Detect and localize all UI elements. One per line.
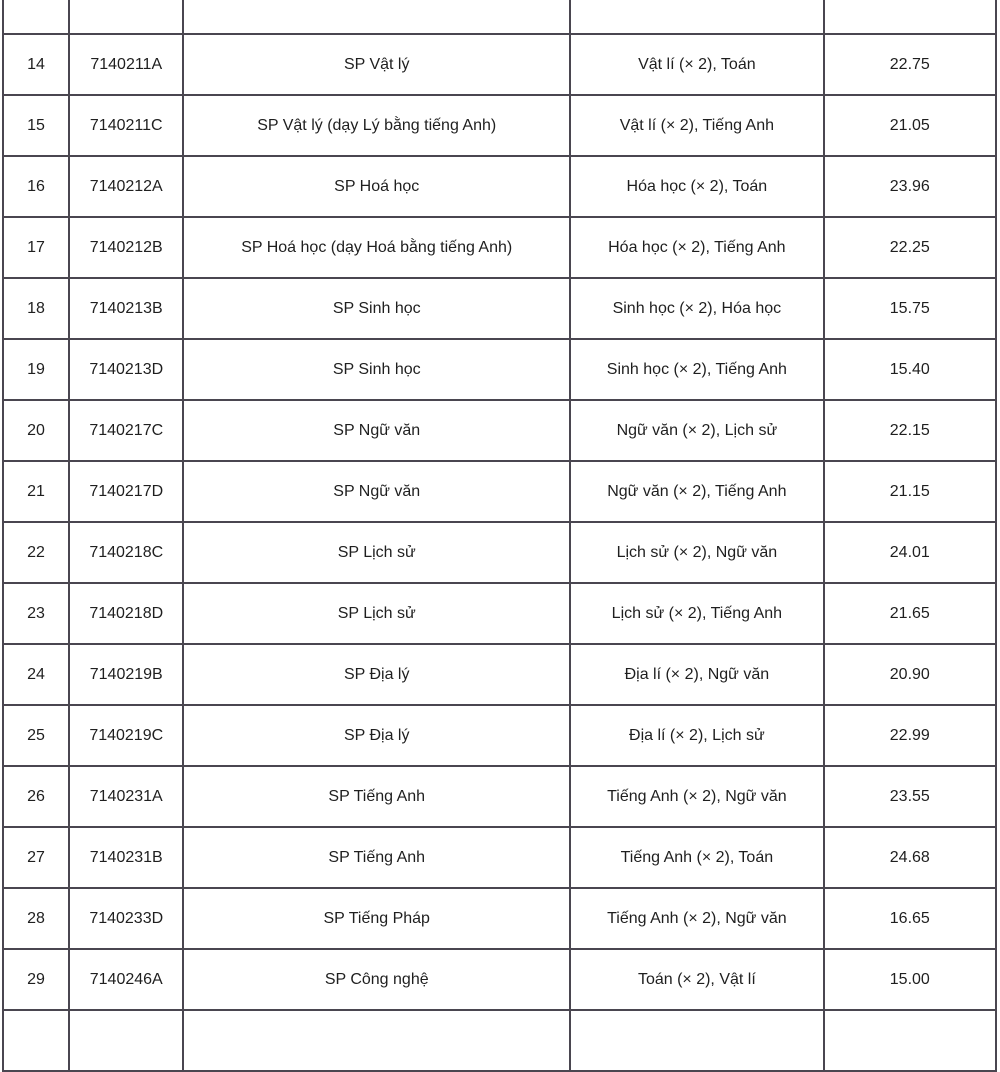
major-code-cell: 7140231B [69,827,183,888]
major-code-cell: 7140213B [69,278,183,339]
major-name-cell: SP Địa lý [183,644,570,705]
row-number-cell: 14 [3,34,69,95]
row-number-cell: 27 [3,827,69,888]
row-number-cell: 29 [3,949,69,1010]
major-name-cell: SP Ngữ văn [183,400,570,461]
major-name-cell: SP Ngữ văn [183,461,570,522]
benchmark-score-cell: 23.96 [824,156,996,217]
subject-combination-cell: Hóa học (× 2), Toán [570,156,824,217]
benchmark-score-cell: 24.01 [824,522,996,583]
major-name-cell: SP Địa lý [183,705,570,766]
major-code-cell: 7140211C [69,95,183,156]
benchmark-score-cell: 22.15 [824,400,996,461]
subject-combination-cell: Toán (× 2), Vật lí [570,949,824,1010]
subject-combination-cell: Tiếng Anh (× 2), Ngữ văn [570,766,824,827]
table-cell-empty [824,1010,996,1071]
table-body [3,0,996,1071]
major-name-cell: SP Sinh học [183,339,570,400]
row-number-cell: 26 [3,766,69,827]
major-name-cell: SP Hoá học (dạy Hoá bằng tiếng Anh) [183,217,570,278]
benchmark-score-cell: 15.40 [824,339,996,400]
row-number-cell: 18 [3,278,69,339]
benchmark-score-cell: 16.65 [824,888,996,949]
major-name-cell: SP Tiếng Anh [183,827,570,888]
table-row [3,888,996,949]
major-code-cell: 7140217D [69,461,183,522]
major-code-cell: 7140219C [69,705,183,766]
benchmark-score-cell: 24.68 [824,827,996,888]
table-cell-empty [3,1010,69,1071]
major-name-cell: SP Lịch sử [183,583,570,644]
row-number-cell: 17 [3,217,69,278]
subject-combination-cell: Tiếng Anh (× 2), Ngữ văn [570,888,824,949]
table-cell-empty [69,0,183,34]
major-name-cell: SP Hoá học [183,156,570,217]
major-name-cell: SP Công nghệ [183,949,570,1010]
major-name-cell: SP Tiếng Anh [183,766,570,827]
benchmark-score-cell: 20.90 [824,644,996,705]
table-row [3,827,996,888]
table-row [3,583,996,644]
row-number-cell: 21 [3,461,69,522]
major-name-cell: SP Tiếng Pháp [183,888,570,949]
row-number-cell: 22 [3,522,69,583]
row-number-cell: 23 [3,583,69,644]
benchmark-score-cell: 21.05 [824,95,996,156]
row-number-cell: 16 [3,156,69,217]
table-row [3,34,996,95]
table-row [3,522,996,583]
benchmark-score-cell: 22.25 [824,217,996,278]
row-number-cell: 20 [3,400,69,461]
subject-combination-cell: Địa lí (× 2), Ngữ văn [570,644,824,705]
table-row [3,461,996,522]
benchmark-score-cell: 23.55 [824,766,996,827]
table-row [3,95,996,156]
subject-combination-cell: Sinh học (× 2), Hóa học [570,278,824,339]
row-number-cell: 28 [3,888,69,949]
table-cell-empty [570,0,824,34]
major-code-cell: 7140212A [69,156,183,217]
table-row-partial-top [3,0,996,34]
table-row [3,278,996,339]
table-row [3,217,996,278]
benchmark-score-cell: 22.75 [824,34,996,95]
major-name-cell: SP Sinh học [183,278,570,339]
table-cell-empty [183,0,570,34]
benchmark-score-cell: 21.65 [824,583,996,644]
subject-combination-cell: Vật lí (× 2), Toán [570,34,824,95]
subject-combination-cell: Tiếng Anh (× 2), Toán [570,827,824,888]
admission-score-table [2,0,997,1072]
subject-combination-cell: Vật lí (× 2), Tiếng Anh [570,95,824,156]
table-cell-empty [69,1010,183,1071]
subject-combination-cell: Sinh học (× 2), Tiếng Anh [570,339,824,400]
major-name-cell: SP Lịch sử [183,522,570,583]
table-cell-empty [3,0,69,34]
table-row [3,156,996,217]
major-code-cell: 7140212B [69,217,183,278]
major-code-cell: 7140219B [69,644,183,705]
row-number-cell: 15 [3,95,69,156]
benchmark-score-cell: 15.00 [824,949,996,1010]
major-code-cell: 7140246A [69,949,183,1010]
table-row-partial-bottom [3,1010,996,1071]
major-code-cell: 7140218C [69,522,183,583]
major-code-cell: 7140231A [69,766,183,827]
benchmark-score-cell: 22.99 [824,705,996,766]
row-number-cell: 25 [3,705,69,766]
benchmark-score-cell: 15.75 [824,278,996,339]
subject-combination-cell: Hóa học (× 2), Tiếng Anh [570,217,824,278]
major-code-cell: 7140233D [69,888,183,949]
table-row [3,766,996,827]
major-code-cell: 7140213D [69,339,183,400]
table-row [3,400,996,461]
table-row [3,339,996,400]
subject-combination-cell: Ngữ văn (× 2), Lịch sử [570,400,824,461]
table-row [3,949,996,1010]
subject-combination-cell: Lịch sử (× 2), Ngữ văn [570,522,824,583]
table-cell-empty [570,1010,824,1071]
subject-combination-cell: Địa lí (× 2), Lịch sử [570,705,824,766]
benchmark-score-cell: 21.15 [824,461,996,522]
table-row [3,705,996,766]
table-cell-empty [824,0,996,34]
table-cell-empty [183,1010,570,1071]
major-code-cell: 7140217C [69,400,183,461]
major-code-cell: 7140218D [69,583,183,644]
subject-combination-cell: Ngữ văn (× 2), Tiếng Anh [570,461,824,522]
major-code-cell: 7140211A [69,34,183,95]
subject-combination-cell: Lịch sử (× 2), Tiếng Anh [570,583,824,644]
table-row [3,644,996,705]
row-number-cell: 24 [3,644,69,705]
major-name-cell: SP Vật lý (dạy Lý bằng tiếng Anh) [183,95,570,156]
major-name-cell: SP Vật lý [183,34,570,95]
row-number-cell: 19 [3,339,69,400]
